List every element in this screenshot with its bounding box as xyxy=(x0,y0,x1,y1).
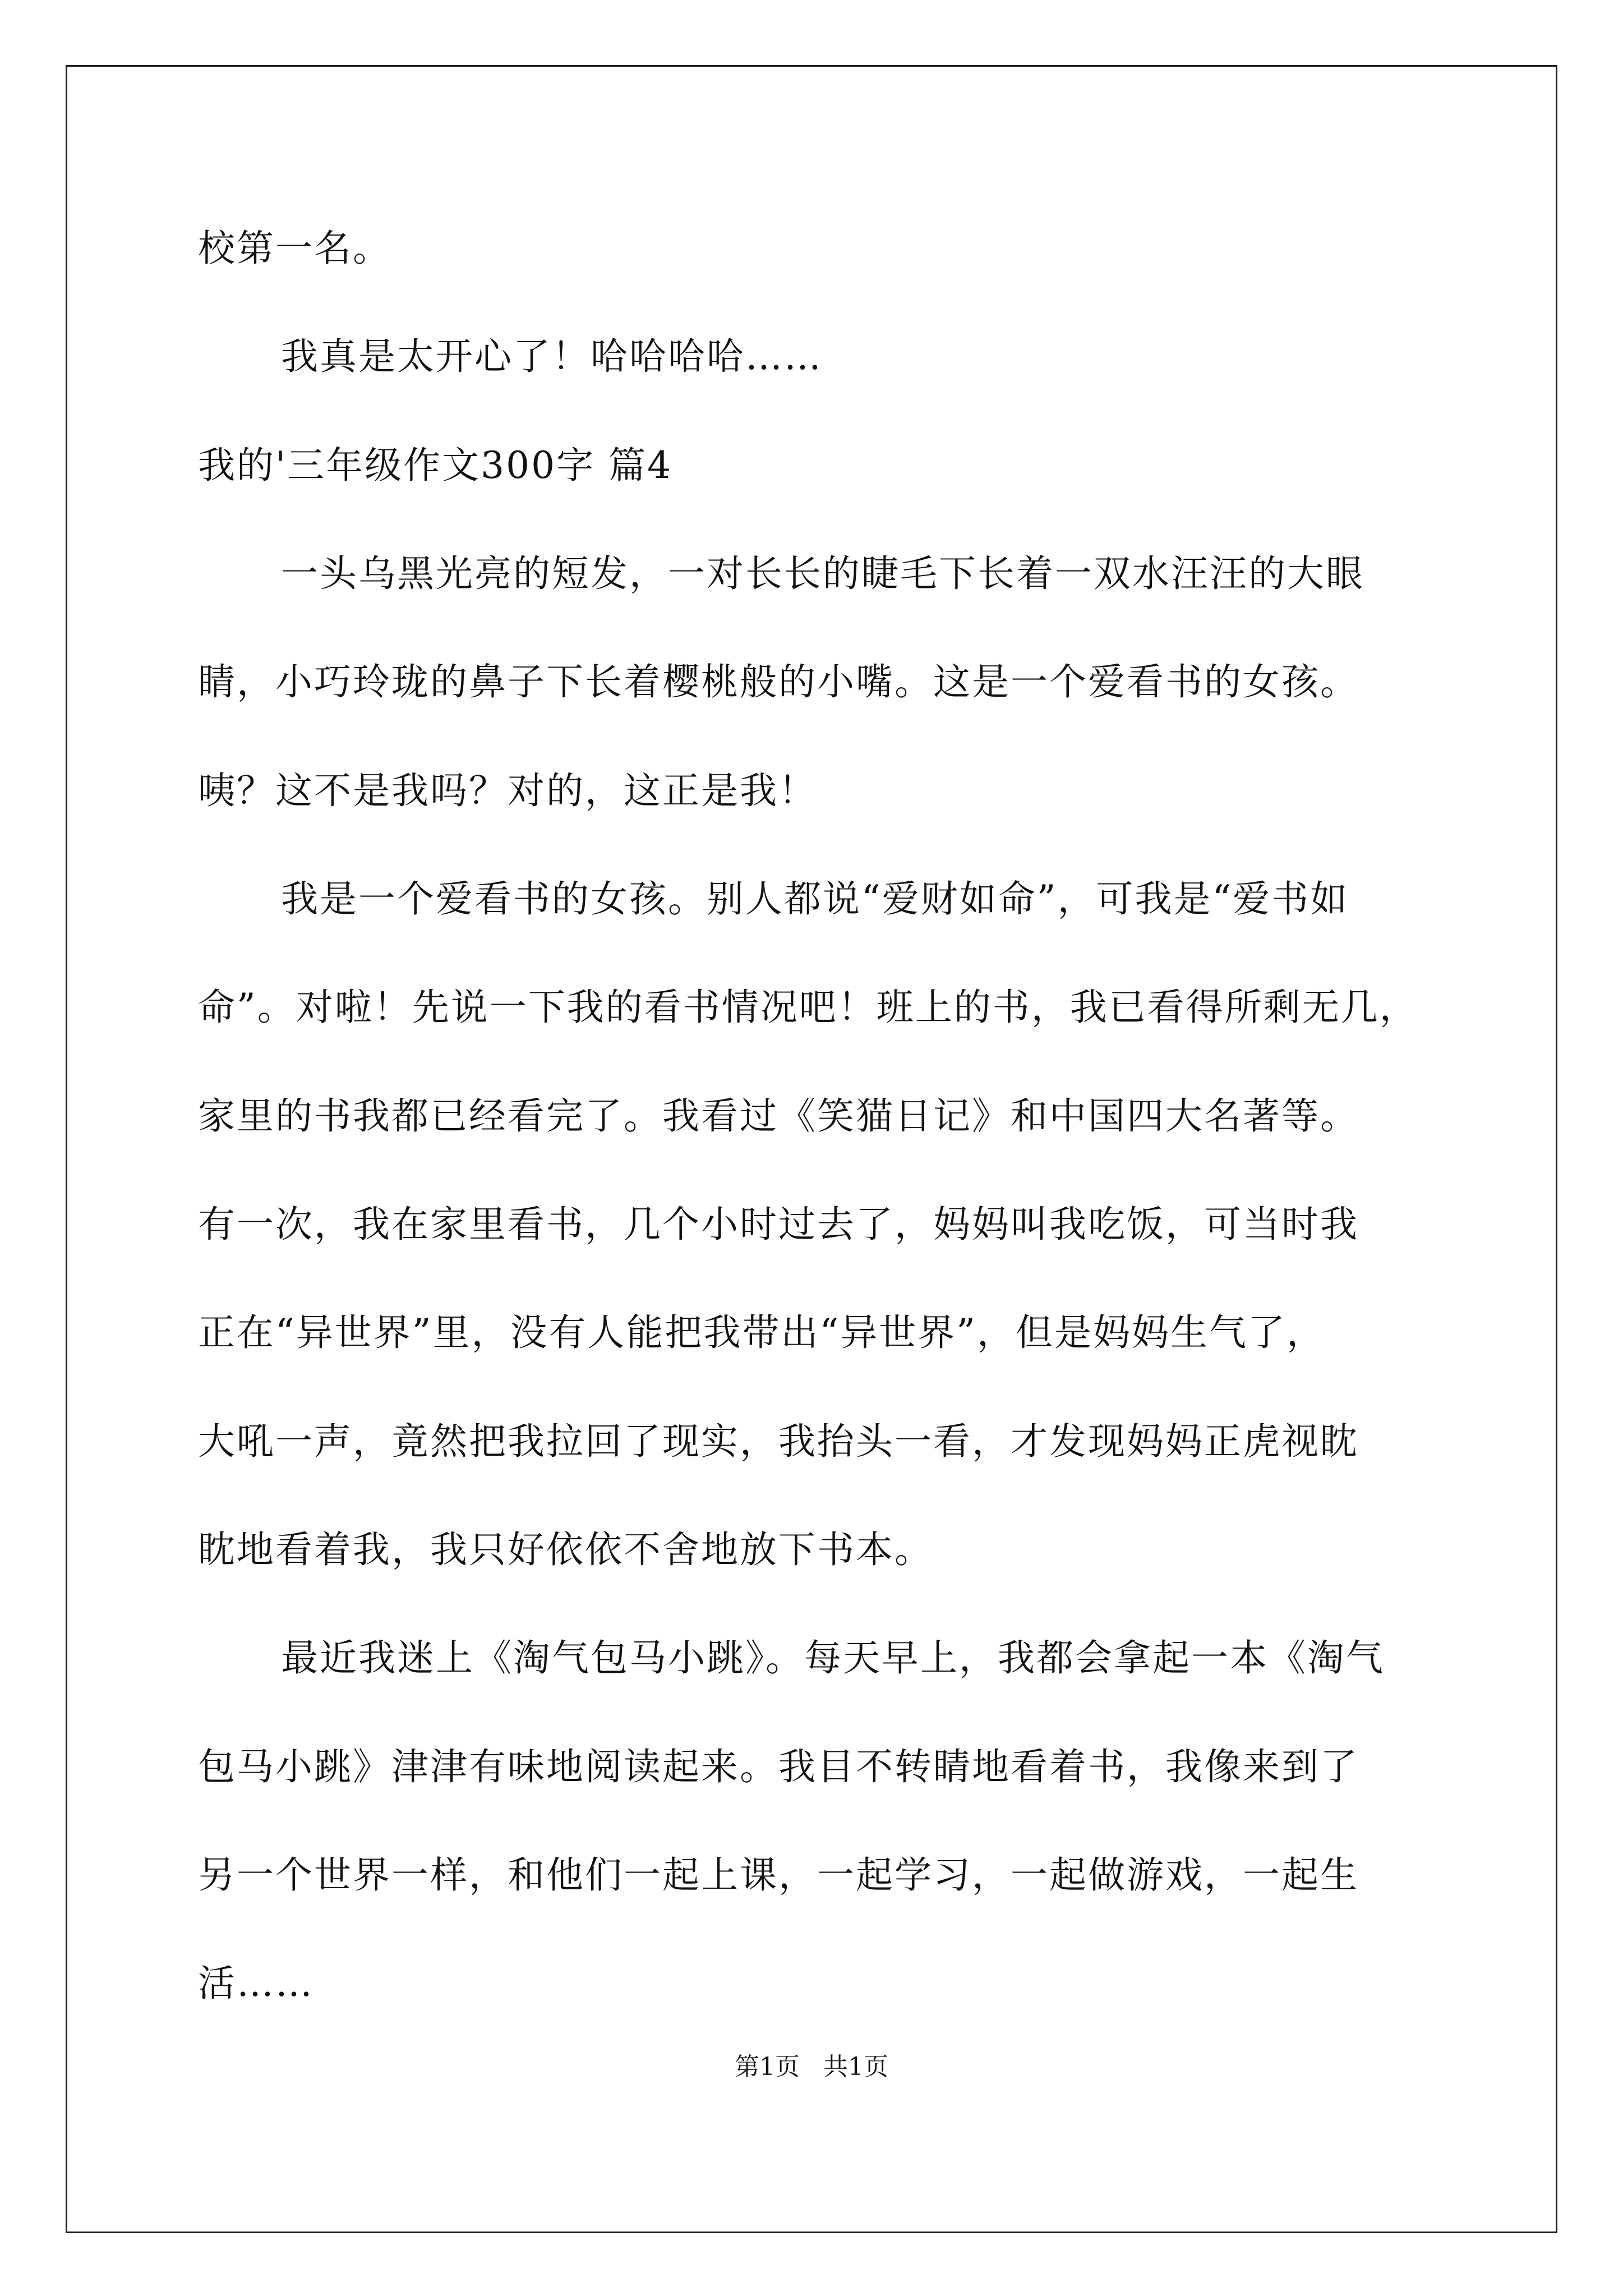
text-line: 另一个世界一样，和他们一起上课，一起学习，一起做游戏，一起生 xyxy=(198,1853,1359,1897)
text-line: 家里的书我都已经看完了。我看过《笑猫日记》和中国四大名著等。 xyxy=(198,1094,1359,1138)
text-line: 我真是太开心了！哈哈哈哈…… xyxy=(281,335,823,378)
text-line: 校第一名。 xyxy=(198,227,391,270)
essay-heading: 我的'三年级作文300字 篇4 xyxy=(198,444,673,487)
text-line: 命”。对啦！先说一下我的看书情况吧！班上的书，我已看得所剩无几， xyxy=(198,986,1418,1029)
text-line: 睛，小巧玲珑的鼻子下长着樱桃般的小嘴。这是一个爱看书的女孩。 xyxy=(198,660,1359,703)
text-line: 有一次，我在家里看书，几个小时过去了，妈妈叫我吃饭，可当时我 xyxy=(198,1203,1359,1246)
text-line: 正在“异世界”里，没有人能把我带出“异世界”，但是妈妈生气了， xyxy=(198,1311,1325,1354)
page-border xyxy=(66,65,1557,2233)
text-line: 活…… xyxy=(198,1962,314,2005)
text-line: 我是一个爱看书的女孩。别人都说“爱财如命”，可我是“爱书如 xyxy=(281,877,1349,921)
text-line: 包马小跳》津津有味地阅读起来。我目不转睛地看着书，我像来到了 xyxy=(198,1745,1359,1788)
text-line: 一头乌黑光亮的短发，一对长长的睫毛下长着一双水汪汪的大眼 xyxy=(281,552,1364,595)
text-line: 最近我迷上《淘气包马小跳》。每天早上，我都会拿起一本《淘气 xyxy=(281,1636,1385,1680)
page-footer: 第1页 共1页 xyxy=(735,2053,888,2081)
text-line: 眈地看着我，我只好依依不舍地放下书本。 xyxy=(198,1528,933,1571)
text-line: 咦？这不是我吗？对的，这正是我！ xyxy=(198,769,817,812)
text-line: 大吼一声，竟然把我拉回了现实，我抬头一看，才发现妈妈正虎视眈 xyxy=(198,1420,1359,1463)
